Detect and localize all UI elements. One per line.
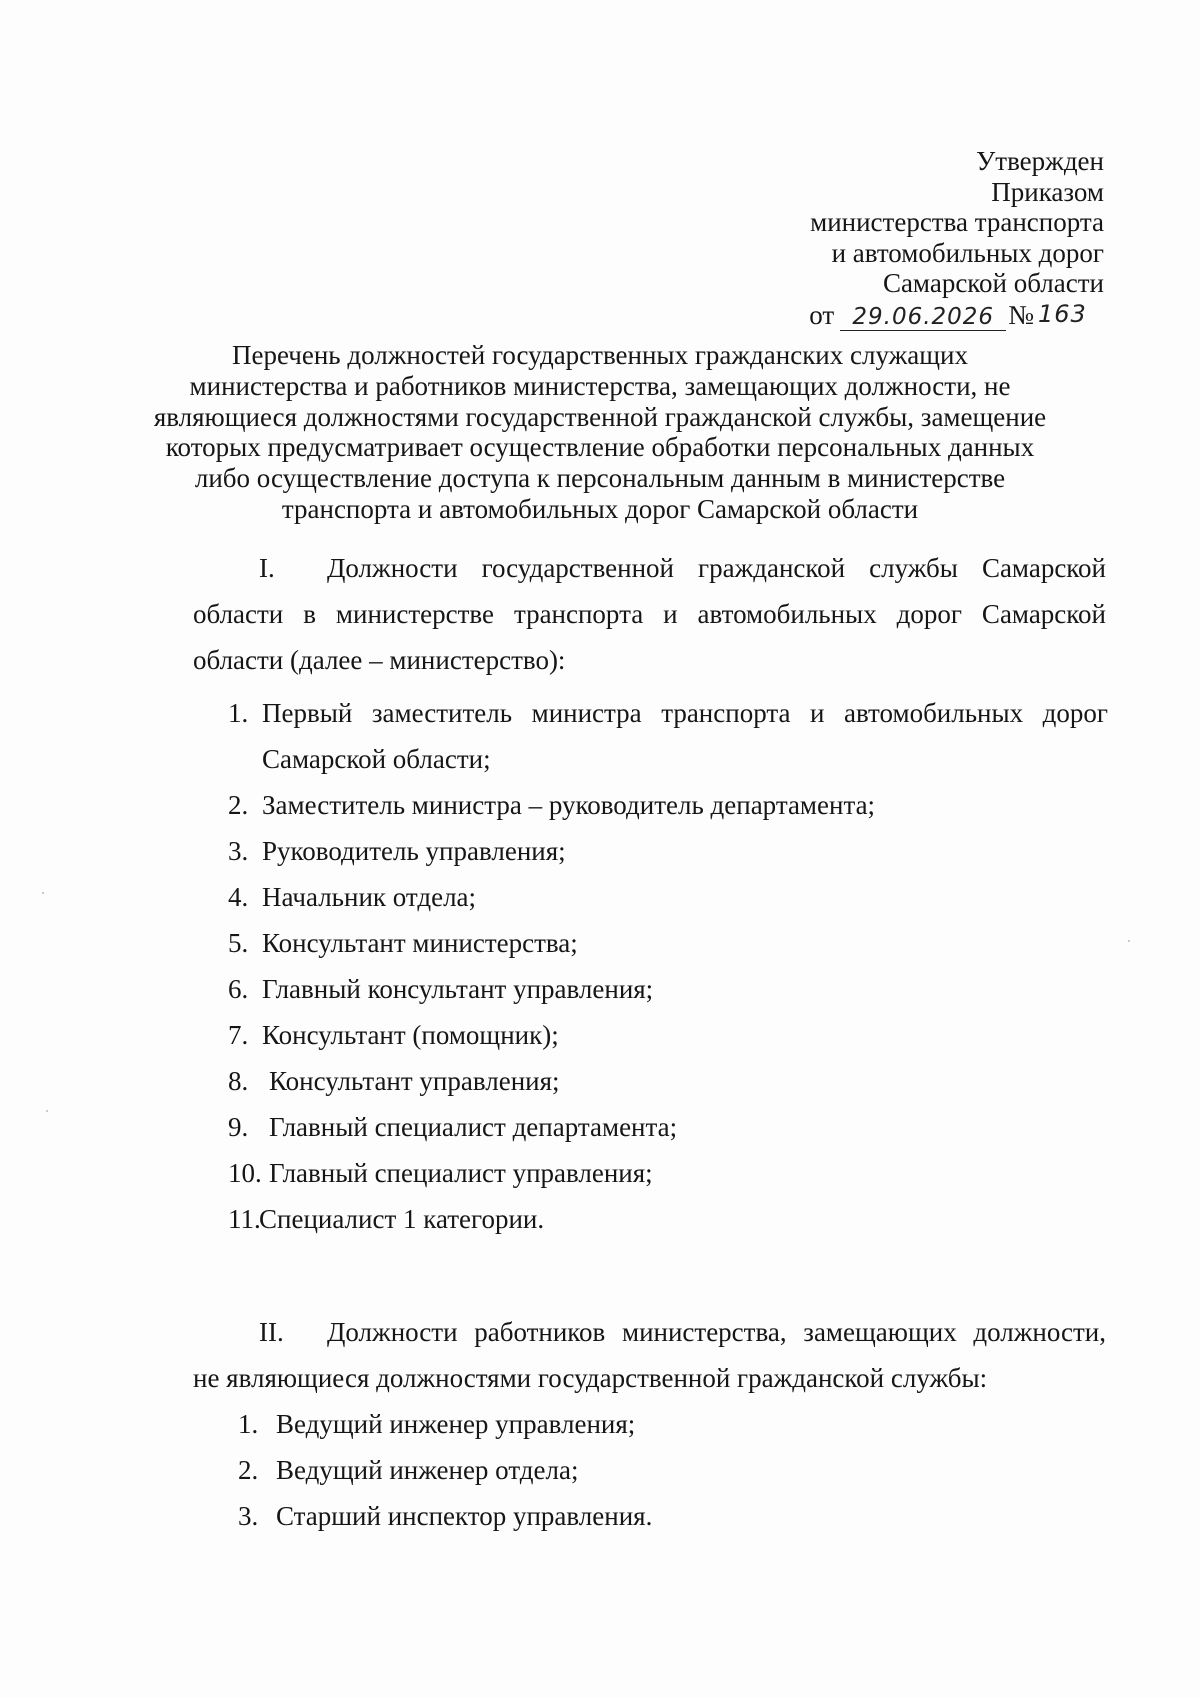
list-item-text: Заместитель министра – руководитель департамента; [262,790,876,820]
order-date-number-line [584,300,1104,332]
list-item-number: 5. [228,928,249,958]
section-1-list [228,690,1108,1242]
list-item [228,1104,1108,1150]
approval-line: Утвержден [976,146,1104,176]
list-item-text: Главный специалист управления; [269,1158,653,1188]
list-item-number: 11. [228,1204,261,1234]
list-item [228,1150,1108,1196]
list-item-number: 1. [228,698,249,728]
list-item-number: 2. [238,1455,259,1485]
list-item-number: 7. [228,1020,249,1050]
section-heading-line [193,1309,1106,1355]
list-item-number: 10. [228,1158,262,1188]
document-title [150,340,1050,525]
title-line: либо осуществление доступа к персональным данным в министерстве [194,463,1006,494]
section-heading-line [193,545,1106,591]
list-item-text: Консультант управления; [269,1066,560,1096]
list-item-text: Специалист 1 категории. [259,1204,545,1234]
section-roman-numeral: II. [259,1317,284,1347]
list-item-number: 9. [228,1112,249,1142]
list-item-text: Консультант министерства; [262,928,578,958]
approval-line: Самарской области [882,268,1104,299]
list-item-number: 4. [228,882,249,912]
handwritten-number: 163 [1038,299,1087,328]
approval-line: и автомобильных дорог [831,237,1104,268]
scan-speck [42,892,44,894]
list-item-text: Начальник отдела; [262,882,477,912]
section-roman-numeral: I. [259,553,275,583]
list-item-text [228,690,1108,782]
section-2-heading [193,1309,1106,1401]
approval-stamp-block [584,146,1104,332]
section-heading-line: области в министерстве транспорта и автомобильных дорог Самарской [193,599,1106,629]
list-item [238,1493,1108,1539]
approval-line: министерства транспорта [810,207,1104,238]
list-item [238,1447,1108,1493]
section-heading-text: Должности работников министерства, замещающих должности, [327,1317,1106,1347]
list-item-text: Ведущий инженер отдела; [276,1455,579,1485]
section-heading-line: области (далее – министерство): [193,645,566,675]
list-item [228,828,1108,874]
list-item-text: Главный специалист департамента; [269,1112,678,1142]
date-prefix: от [809,299,835,330]
list-item [228,782,1108,828]
list-item [238,1401,1108,1447]
section-1-heading [193,545,1106,683]
list-item-number: 2. [228,790,249,820]
list-item [228,690,1108,782]
scan-speck [46,1110,48,1112]
title-line: Перечень должностей государственных гражданских служащих [231,340,968,370]
list-item-number: 1. [238,1409,259,1439]
number-prefix: № [1008,299,1034,330]
list-item-text: Главный консультант управления; [262,974,654,1004]
list-item-text: Старший инспектор управления. [276,1501,653,1531]
list-item [228,1012,1108,1058]
title-line: министерства и работников министерства, замещающих должности, не [189,370,1011,401]
section-2-list [238,1401,1108,1539]
list-item-text-line: Самарской области; [262,744,491,774]
list-item-number: 3. [238,1501,259,1531]
list-item-text: Руководитель управления; [262,836,566,866]
section-heading-text: Должности государственной гражданской службы Самарской [327,553,1106,583]
approval-line: Приказом [991,176,1104,207]
title-line: являющиеся должностями государственной гражданской службы, замещение [153,401,1047,432]
scan-speck [1128,940,1130,942]
handwritten-date: 29.06.2026 [840,305,1006,331]
title-line: которых предусматривает осуществление обработки персональных данных [165,432,1035,463]
list-item-number: 3. [228,836,249,866]
list-item-text-line: Первый заместитель министра транспорта и автомобильных дорог [262,698,1108,728]
title-line: транспорта и автомобильных дорог Самарской области [281,493,919,524]
list-item [228,966,1108,1012]
list-item-number: 6. [228,974,249,1004]
list-item-text: Консультант (помощник); [262,1020,559,1050]
list-item [228,874,1108,920]
list-item [228,1058,1108,1104]
section-heading-line: не являющиеся должностями государственной гражданской службы: [193,1363,988,1393]
list-item [228,920,1108,966]
list-item [228,1196,1108,1242]
list-item-text: Ведущий инженер управления; [276,1409,636,1439]
list-item-number: 8. [228,1066,249,1096]
